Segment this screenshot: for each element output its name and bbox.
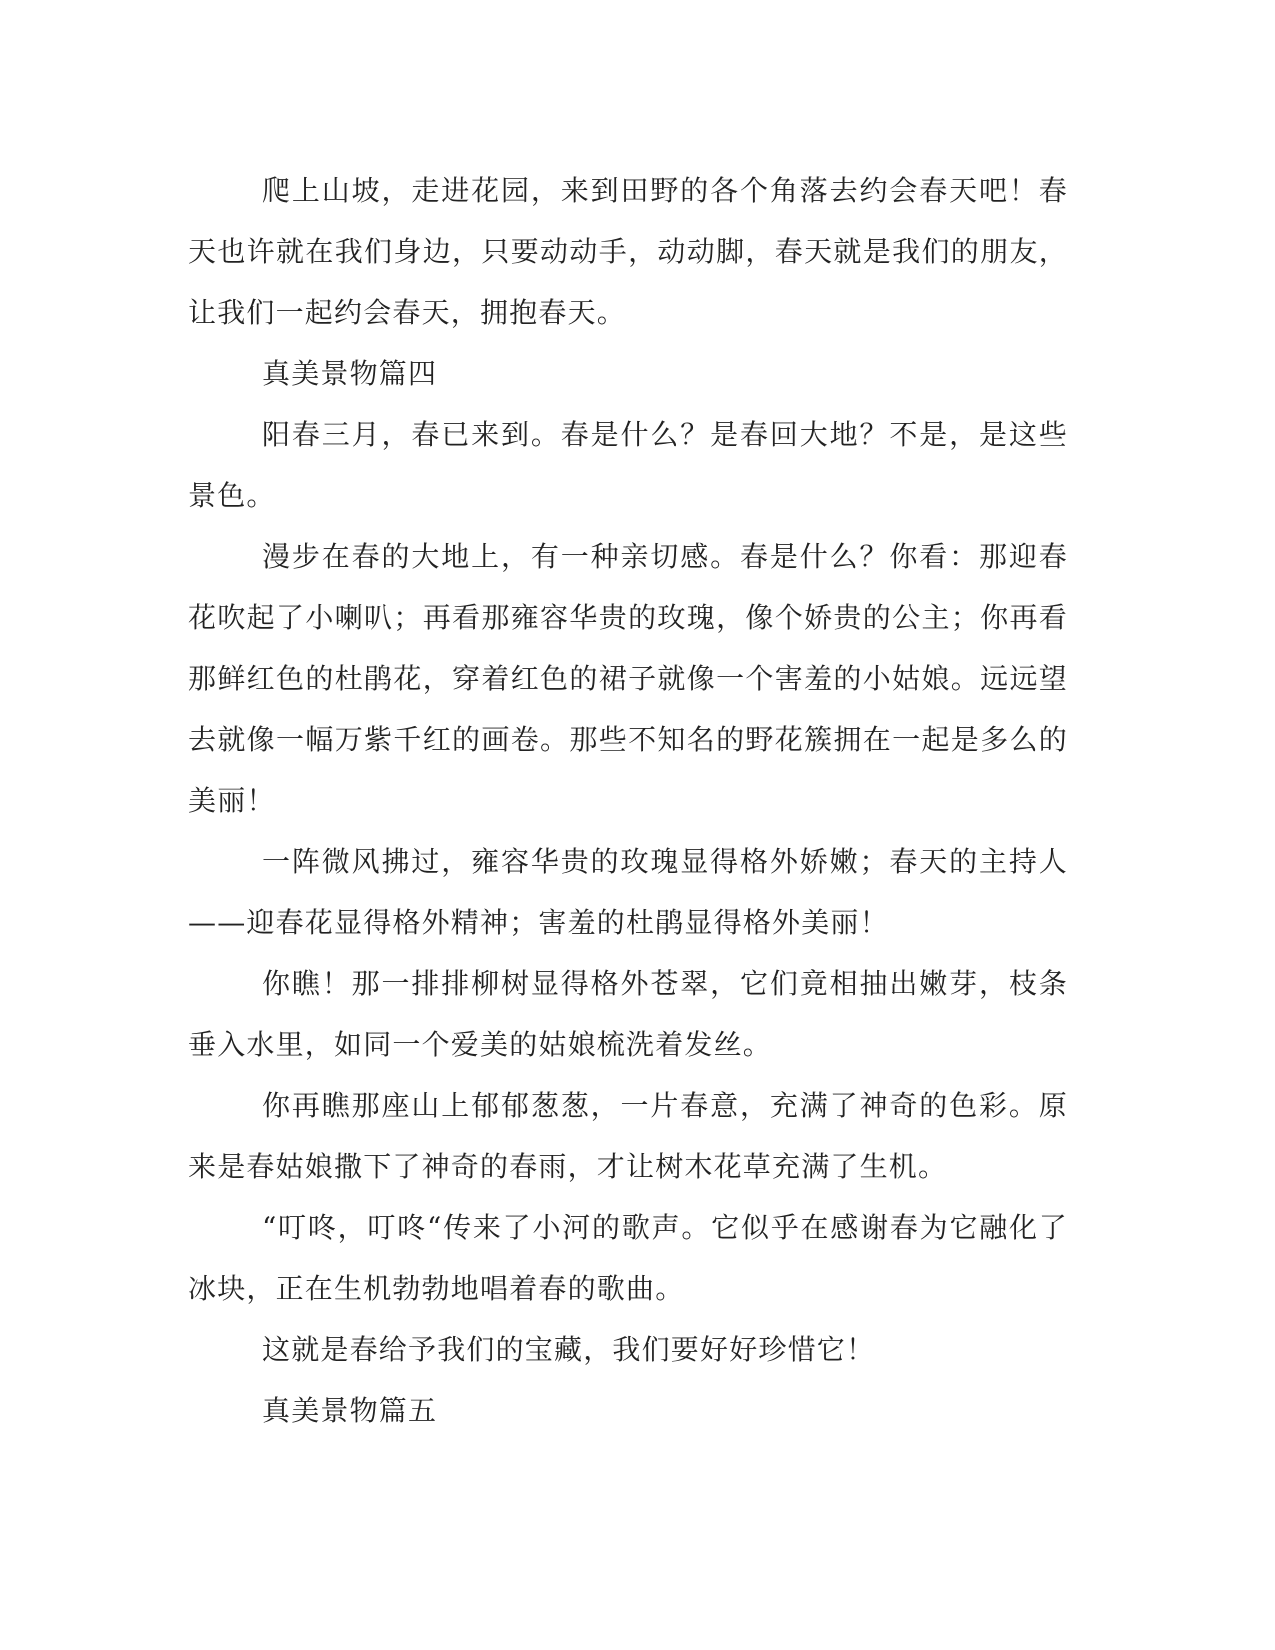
paragraph-8: 这就是春给予我们的宝藏，我们要好好珍惜它！ [262,1333,876,1366]
section-heading-4: 真美景物篇四 [262,357,438,390]
paragraph-1: 爬上山坡，走进花园，来到田野的各个角落去约会春天吧！春天也许就在我们身边，只要动动手，动动脚，春天就是我们的朋友，让我们一起约会春天，拥抱春天。 [188,174,1068,329]
paragraph-2: 阳春三月，春已来到。春是什么？是春回大地？不是，是这些景色。 [188,418,1068,512]
paragraph-5: 你瞧！那一排排柳树显得格外苍翠，它们竟相抽出嫩芽，枝条垂入水里，如同一个爱美的姑娘梳洗着发丝。 [188,967,1068,1061]
document-body [188,160,1068,1441]
paragraph-3: 漫步在春的大地上，有一种亲切感。春是什么？你看：那迎春花吹起了小喇叭；再看那雍容华贵的玫瑰，像个娇贵的公主；你再看那鲜红色的杜鹃花，穿着红色的裙子就像一个害羞的小姑娘。远远望去就像一幅万紫千红的画卷。那些不知名的野花簇拥在一起是多么的美丽！ [188,540,1068,817]
paragraph-6: 你再瞧那座山上郁郁葱葱，一片春意，充满了神奇的色彩。原来是春姑娘撒下了神奇的春雨，才让树木花草充满了生机。 [188,1089,1068,1183]
paragraph-4: 一阵微风拂过，雍容华贵的玫瑰显得格外娇嫩；春天的主持人——迎春花显得格外精神；害羞的杜鹃显得格外美丽！ [188,845,1068,939]
paragraph-7: “叮咚，叮咚“传来了小河的歌声。它似乎在感谢春为它融化了冰块，正在生机勃勃地唱着春的歌曲。 [188,1211,1068,1305]
section-heading-5: 真美景物篇五 [262,1394,438,1427]
